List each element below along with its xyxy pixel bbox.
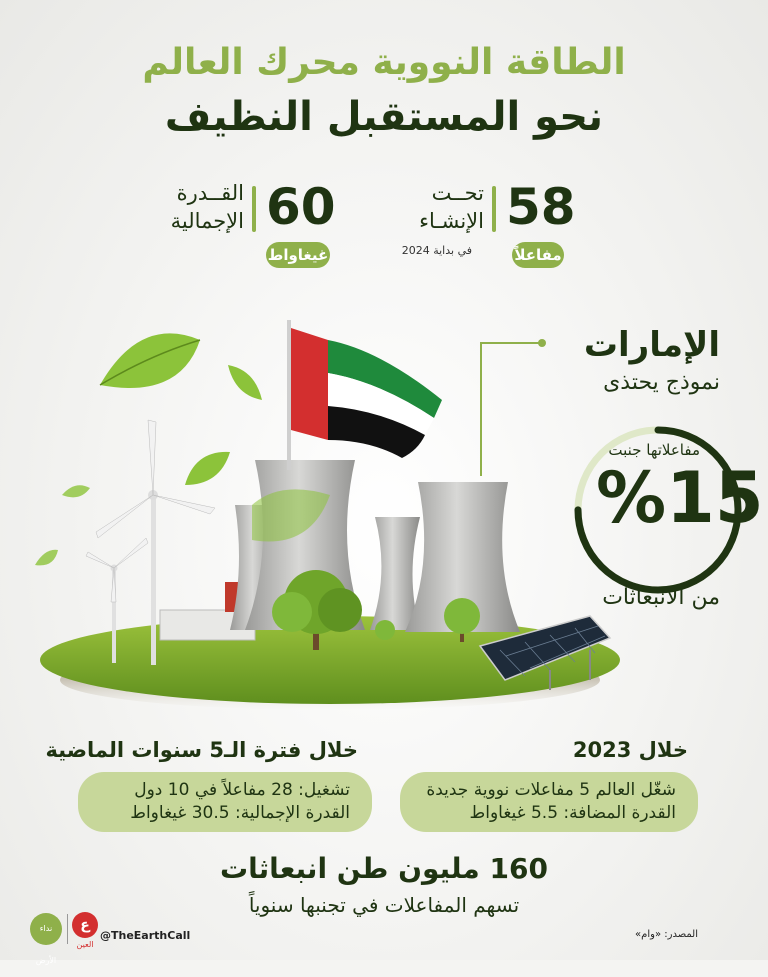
emissions-subline: تسهم المفاعلات في تجنبها سنوياً <box>248 893 520 917</box>
source-credit: المصدر: «وام» <box>635 929 698 940</box>
capacity-label-2: الإجمالية <box>170 209 244 233</box>
capacity-unit-badge: غيغاواط <box>266 242 330 268</box>
capacity-divider <box>252 186 256 232</box>
connector-line <box>478 338 548 478</box>
earth-call-logo: نداء الأرض <box>30 913 62 945</box>
title-line-1: الطاقة النووية محرك العالم <box>142 42 626 83</box>
uae-title: الإمارات <box>583 325 720 365</box>
construction-divider <box>492 186 496 232</box>
logo-divider <box>67 914 68 944</box>
capacity-value: 60 <box>266 178 336 236</box>
section-5yr-line-1: تشغيل: 28 مفاعلاً في 10 دول <box>134 780 350 801</box>
construction-label-1: تحــت <box>431 181 484 205</box>
section-2023-heading: خلال 2023 <box>572 738 688 762</box>
construction-value: 58 <box>506 178 576 236</box>
construction-unit-badge: مفاعلاً <box>512 242 564 268</box>
section-2023-line-2: القدرة المضافة: 5.5 غيغاواط <box>469 803 676 823</box>
ring-percent: %15 <box>596 457 764 539</box>
section-5yr-card <box>78 772 372 832</box>
ring-top-text: مفاعلاتها جنبت <box>608 441 700 459</box>
leaf-decoration <box>35 333 330 565</box>
social-handle[interactable]: @TheEarthCall <box>100 929 191 942</box>
construction-label-2: الإنشـاء <box>419 209 484 233</box>
energy-illustration <box>30 310 650 710</box>
section-5yr-line-2: القدرة الإجمالية: 30.5 غيغاواط <box>130 803 350 823</box>
construction-note: في بداية 2024 <box>401 244 472 257</box>
uae-subtitle: نموذج يحتذى <box>603 370 720 395</box>
emissions-headline: 160 مليون طن انبعاثات <box>220 852 548 885</box>
flagpole <box>287 320 291 470</box>
alain-logo-icon: ع <box>72 912 98 938</box>
bush <box>375 620 395 640</box>
alain-logo-text: العين <box>76 940 94 949</box>
section-2023-line-1: شغّل العالم 5 مفاعلات نووية جديدة <box>426 780 676 801</box>
uae-flag <box>291 328 442 458</box>
title-line-2: نحو المستقبل النظيف <box>164 94 604 140</box>
section-5yr-heading: خلال فترة الـ5 سنوات الماضية <box>45 738 358 762</box>
ring-bottom-text: من الانبعاثات <box>602 585 720 610</box>
capacity-label-1: القــدرة <box>176 181 244 205</box>
section-2023-card <box>400 772 698 832</box>
